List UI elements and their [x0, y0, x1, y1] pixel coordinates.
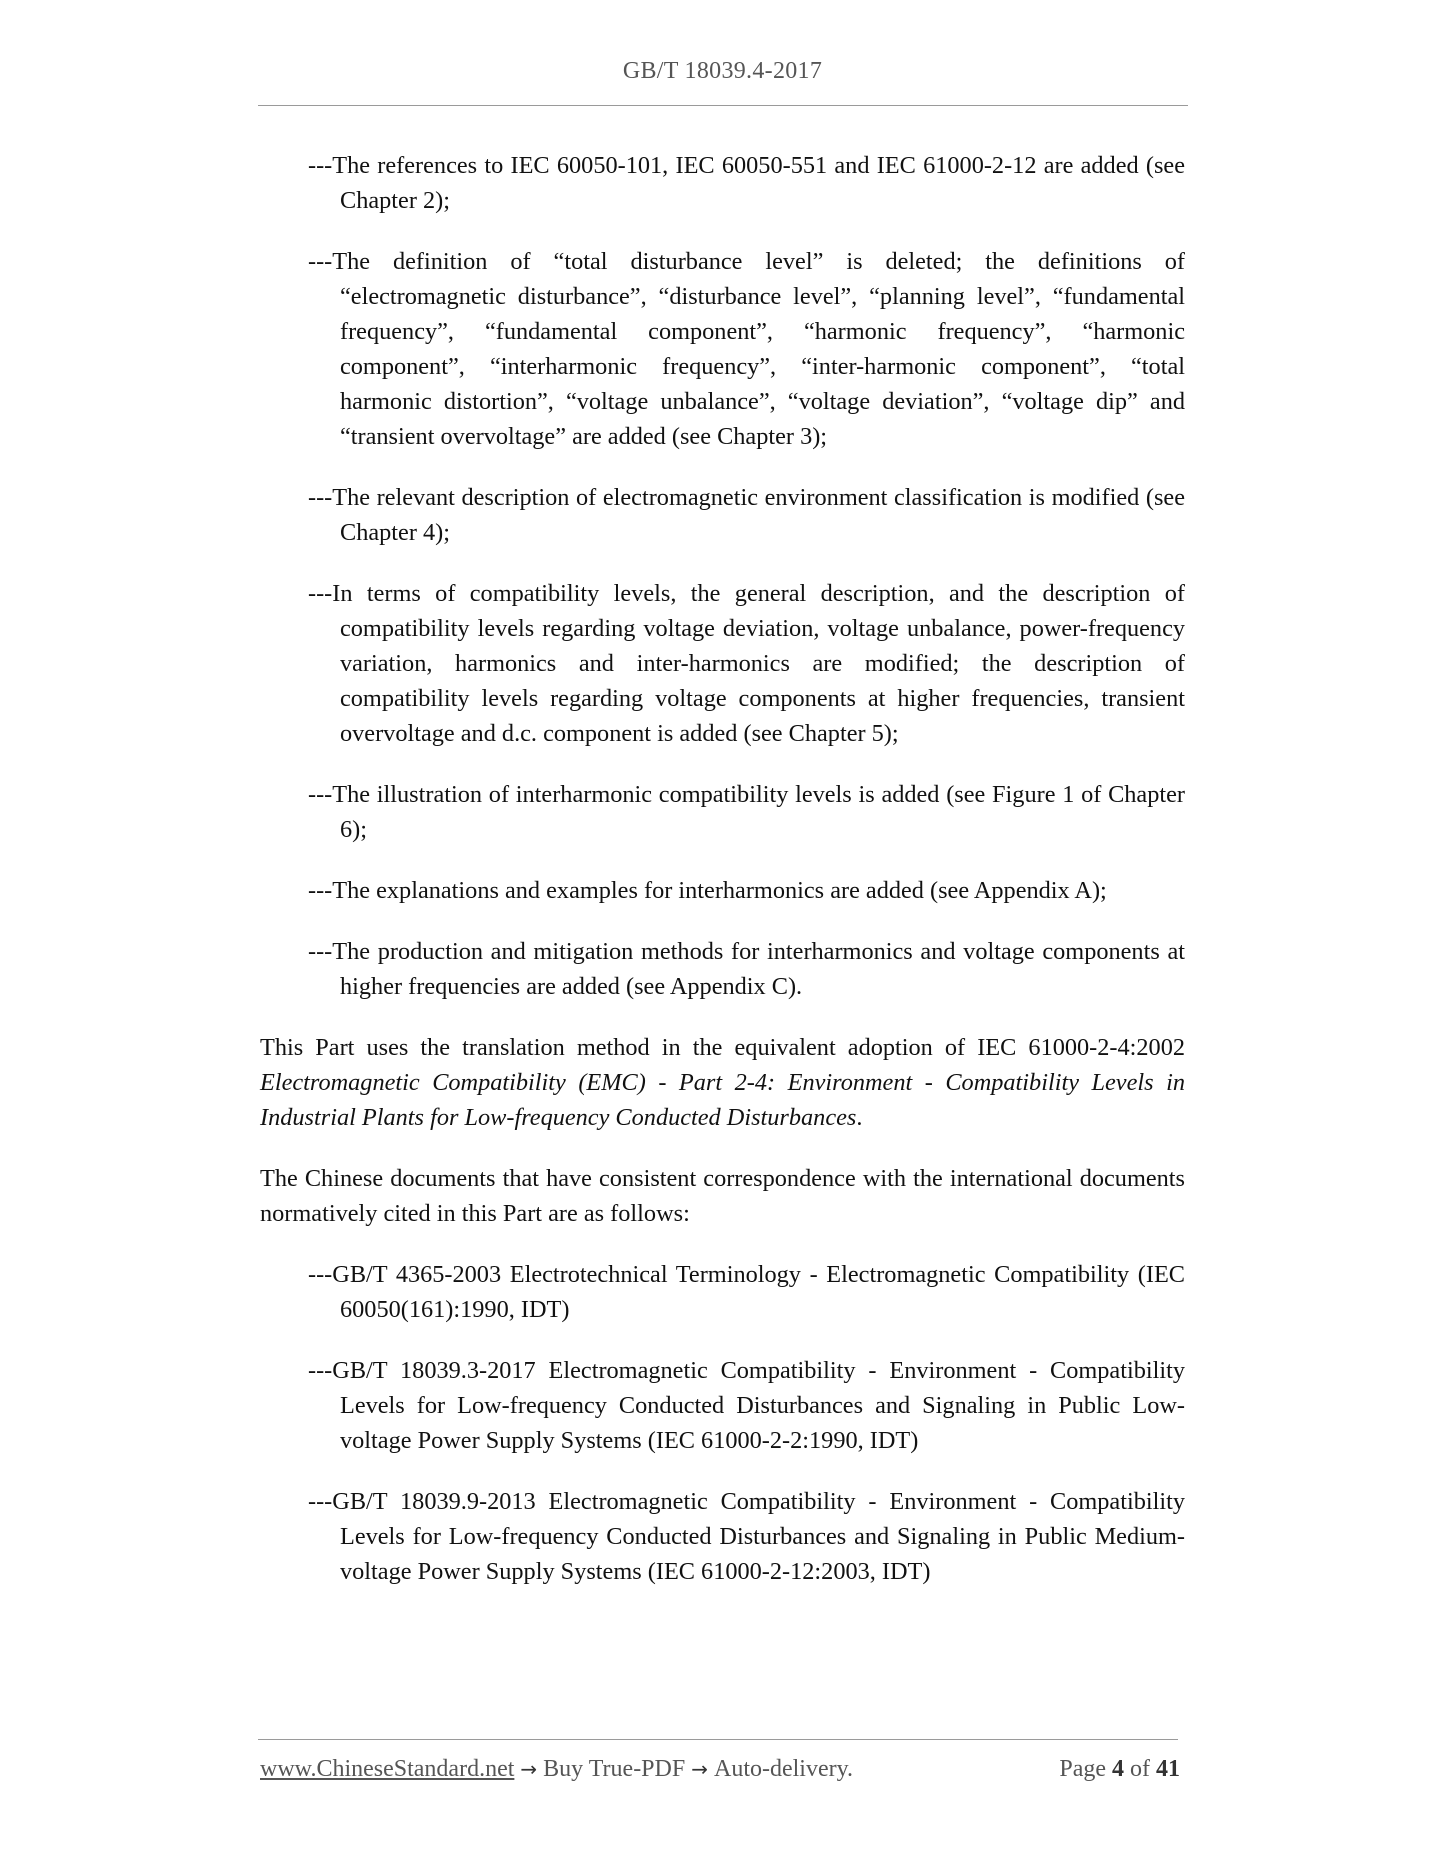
footer-divider: [258, 1739, 1178, 1740]
change-item: ---The production and mitigation methods for interharmonics and voltage components at higher frequencies are added (see Appendix C).: [308, 938, 1185, 1000]
buy-true-pdf-text: Buy True-PDF: [543, 1756, 686, 1782]
change-item: ---In terms of compatibility levels, the general description, and the description of compatibility levels regarding voltage deviation, voltage unbalance, power-frequency variation, harmonics and inter-harmonics are modified; the description of compatibility levels regarding voltage components at higher frequencies, transient overvoltage and d.c. component is added (see Chapter 5);: [308, 580, 1185, 747]
current-page-number: 4: [1112, 1756, 1124, 1782]
adoption-paragraph: [260, 1030, 1185, 1135]
change-item: ---The explanations and examples for interharmonics are added (see Appendix A);: [308, 877, 1107, 904]
arrow-right-icon: →: [520, 1757, 538, 1781]
change-item: ---The relevant description of electromagnetic environment classification is modified (see Chapter 4);: [308, 484, 1185, 546]
adoption-end: .: [856, 1104, 863, 1131]
of-label: of: [1130, 1756, 1150, 1782]
adopted-standard-title: Electromagnetic Compatibility (EMC) - Part 2-4: Environment - Compatibility Levels in Industrial Plants for Low-frequency Conducted Disturbances: [260, 1069, 1185, 1131]
site-link[interactable]: www.ChineseStandard.net: [260, 1756, 515, 1782]
page-header-title: GB/T 18039.4-2017: [622, 58, 823, 84]
header-divider: [258, 105, 1188, 106]
correspondence-paragraph: The Chinese documents that have consistent correspondence with the international documents normatively cited in this Part are as follows:: [260, 1165, 1185, 1227]
arrow-right-icon: →: [691, 1757, 708, 1781]
page-content: [260, 148, 1185, 1615]
reference-document-item: ---GB/T 18039.3-2017 Electromagnetic Compatibility - Environment - Compatibility Levels for Low-frequency Conducted Disturbances and Signaling in Public Low-voltage Power Supply Systems (IEC 61000-2-2:1990, IDT): [308, 1357, 1185, 1454]
total-pages-number: 41: [1156, 1756, 1180, 1782]
page-indicator: [1059, 1756, 1180, 1783]
auto-delivery-text: Auto-delivery.: [713, 1756, 854, 1782]
change-item: ---The references to IEC 60050-101, IEC 60050-551 and IEC 61000-2-12 are added (see Chapter 2);: [308, 152, 1185, 214]
page-label: Page: [1059, 1756, 1106, 1782]
reference-document-item: ---GB/T 4365-2003 Electrotechnical Terminology - Electromagnetic Compatibility (IEC 60050(161):1990, IDT): [308, 1261, 1185, 1323]
reference-document-item: ---GB/T 18039.9-2013 Electromagnetic Compatibility - Environment - Compatibility Levels for Low-frequency Conducted Disturbances and Signaling in Public Medium-voltage Power Supply Systems (IEC 61000-2-12:2003, IDT): [308, 1488, 1185, 1585]
change-item: ---The definition of “total disturbance level” is deleted; the definitions of “electromagnetic disturbance”, “disturbance level”, “planning level”, “fundamental frequency”, “fundamental component”, “harmonic frequency”, “harmonic component”, “interharmonic frequency”, “inter-harmonic component”, “total harmonic distortion”, “voltage unbalance”, “voltage deviation”, “voltage dip” and “transient overvoltage” are added (see Chapter 3);: [308, 248, 1185, 450]
page-footer: [260, 1756, 1180, 1783]
adoption-lead: This Part uses the translation method in the equivalent adoption of IEC 61000-2-4:2002: [260, 1034, 1185, 1061]
change-item: ---The illustration of interharmonic compatibility levels is added (see Figure 1 of Chapter 6);: [308, 781, 1185, 843]
